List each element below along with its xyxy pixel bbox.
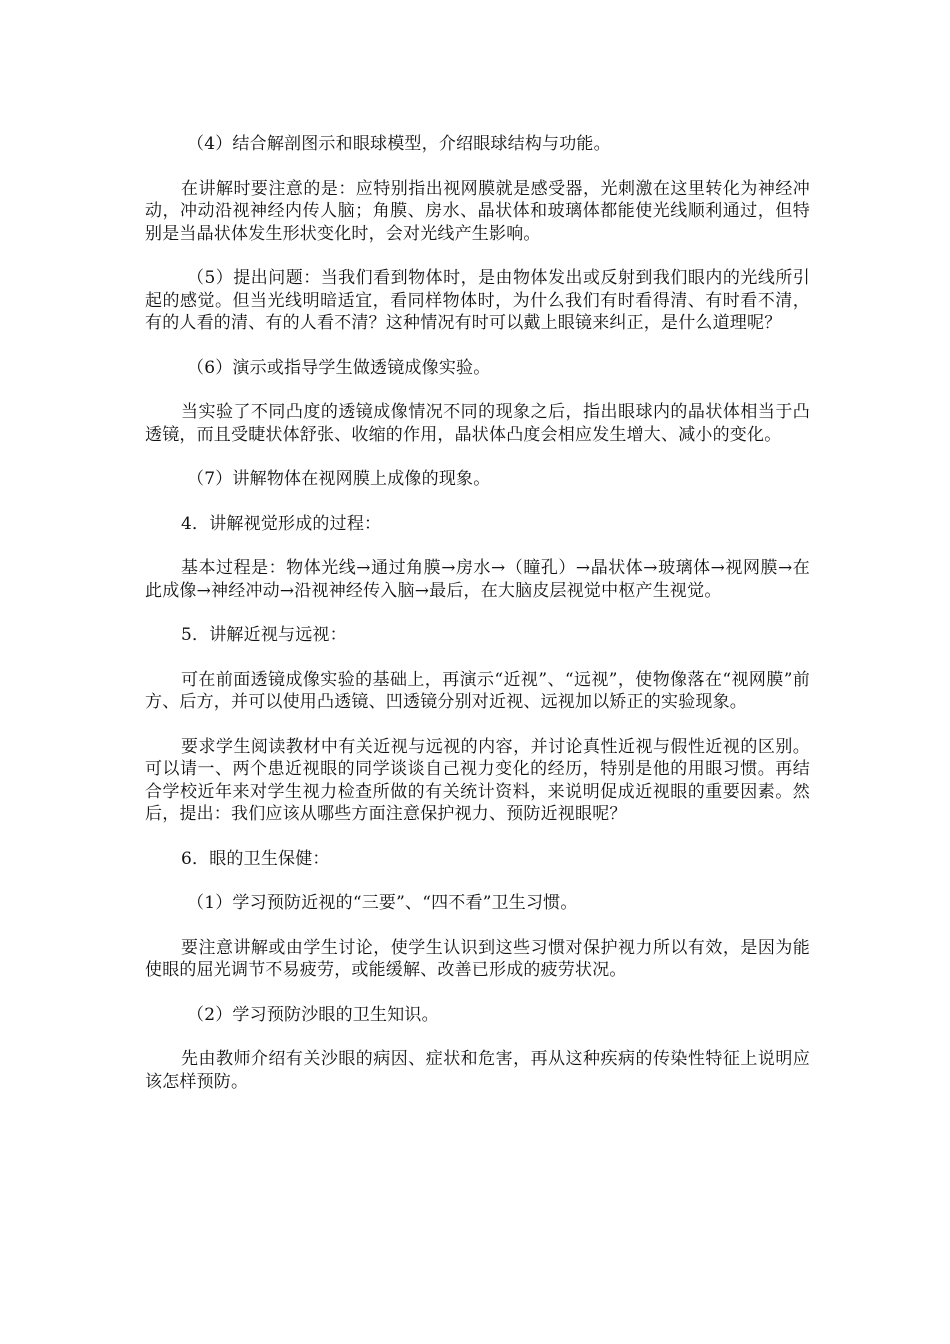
paragraph-lens-demo-item: （6）演示或指导学生做透镜成像实验。: [187, 357, 491, 378]
paragraph-explanation-notes: 在讲解时要注意的是：应特别指出视网膜就是感受器，光刺激在这里转化为神经冲动，冲动沿视神经内传人脑；角膜、房水、晶状体和玻璃体都能使光线顺利通过，但特别是当晶状体发生形状变化时，会对光线产生影响。: [145, 178, 810, 244]
document-body: [145, 133, 810, 1115]
paragraph-myopia-demo: 可在前面透镜成像实验的基础上，再演示“近视”、“远视”，使物像落在“视网膜”前方、后方，并可以使用凸透镜、凹透镜分别对近视、远视加以矫正的实验现象。: [145, 669, 810, 712]
paragraph-trachoma-explanation: 先由教师介绍有关沙眼的病因、症状和危害，再从这种疾病的传染性特征上说明应该怎样预防。: [145, 1049, 810, 1092]
paragraph-myopia-discussion: 要求学生阅读教材中有关近视与远视的内容，并讨论真性近视与假性近视的区别。可以请一、两个患近视眼的同学谈谈自己视力变化的经历，特别是他的用眼习惯。再结合学校近年来对学生视力检查所做的有关统计资料，来说明促成近视眼的重要因素。然后，提出：我们应该从哪些方面注意保护视力、预防近视眼呢？: [145, 736, 810, 824]
paragraph-retina-imaging-item: （7）讲解物体在视网膜上成像的现象。: [187, 469, 491, 489]
paragraph-question-item: （5）提出问题：当我们看到物体时，是由物体发出或反射到我们眼内的光线所引起的感觉。但当光线明暗适宜，看同样物体时，为什么我们有时看得清、有时看不清，有的人看的清、有的人看不清？这种情况有时可以戴上眼镜来纠正，是什么道理呢？: [145, 268, 810, 333]
paragraph-lens-result: 当实验了不同凸度的透镜成像情况不同的现象之后，指出眼球内的晶状体相当于凸透镜，而且受睫状体舒张、收缩的作用，晶状体凸度会相应发生增大、减小的变化。: [145, 402, 810, 445]
paragraph-habits-item: （1）学习预防近视的“三要”、“四不看”卫生习惯。: [187, 893, 578, 913]
section-heading-vision-process: 4．讲解视觉形成的过程：: [181, 513, 382, 534]
section-heading-myopia-hyperopia: 5．讲解近视与远视：: [181, 625, 347, 645]
paragraph-habits-explanation: 要注意讲解或由学生讨论，使学生认识到这些习惯对保护视力所以有效，是因为能使眼的屈光调节不易疲劳，或能缓解、改善已形成的疲劳状况。: [145, 937, 810, 980]
paragraph-vision-process: 基本过程是：物体光线→通过角膜→房水→（瞳孔）→晶状体→玻璃体→视网膜→在此成像→神经冲动→沿视神经传入脑→最后，在大脑皮层视觉中枢产生视觉。: [145, 558, 810, 601]
paragraph-trachoma-item: （2）学习预防沙眼的卫生知识。: [187, 1004, 439, 1025]
section-heading-eye-health: 6．眼的卫生保健：: [181, 848, 330, 869]
paragraph-eye-structure-item: （4）结合解剖图示和眼球模型，介绍眼球结构与功能。: [187, 134, 611, 154]
